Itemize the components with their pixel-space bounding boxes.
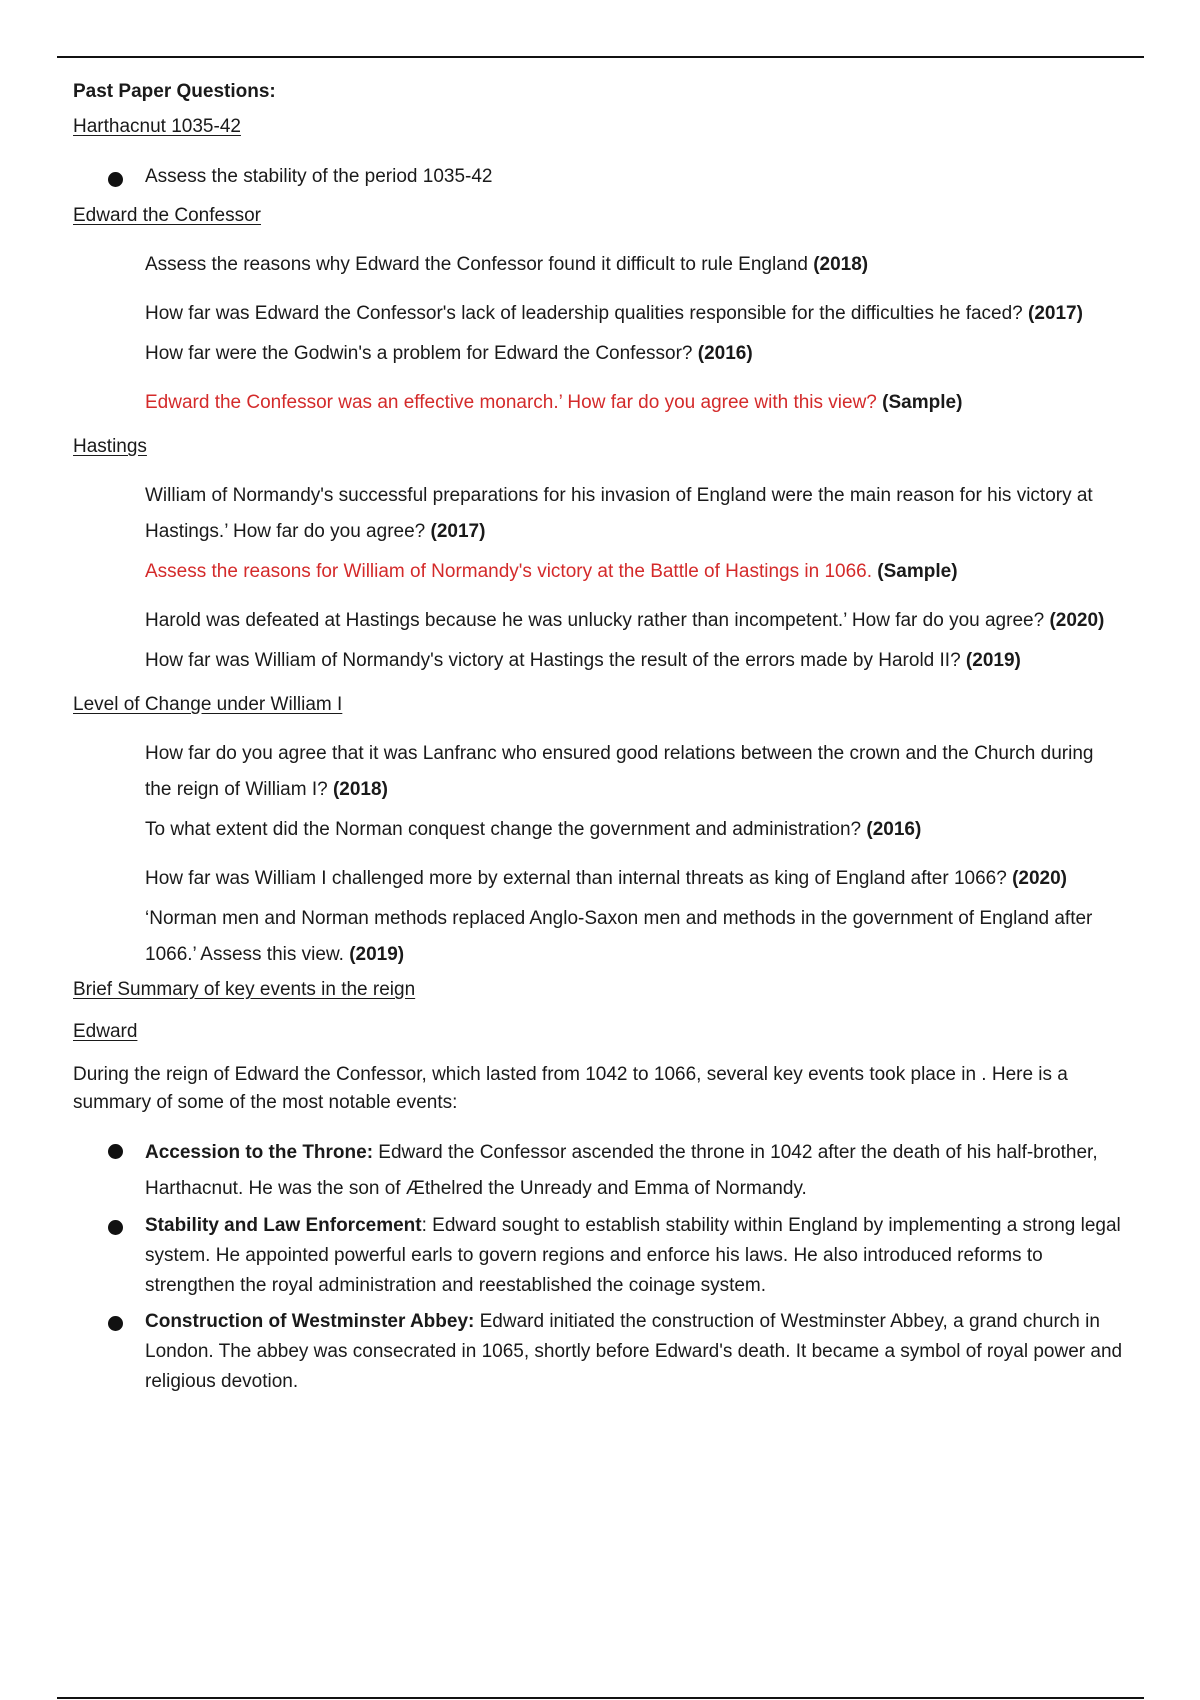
- question: Edward the Confessor was an effective monarch.’ How far do you agree with this view? (Sample): [145, 392, 963, 413]
- heading-harthacnut: Harthacnut 1035-42: [73, 116, 241, 137]
- list-item: Assess the stability of the period 1035-42: [145, 159, 1128, 195]
- question: How far was William of Normandy's victory at Hastings the result of the errors made by Harold II? (2019): [145, 650, 1021, 671]
- question: William of Normandy's successful preparations for his invasion of England were the main reason for his victory at Hastings.’ How far do you agree? (2017): [145, 485, 1093, 542]
- question: How far was William I challenged more by external than internal threats as king of England after 1066? (2020): [145, 868, 1067, 889]
- question: Harold was defeated at Hastings because he was unlucky rather than incompetent.’ How far do you agree? (2020): [145, 610, 1105, 631]
- bullet-icon: [108, 1316, 123, 1331]
- question: Assess the reasons why Edward the Confessor found it difficult to rule England (2018): [145, 254, 869, 275]
- bullet-icon: [108, 172, 123, 187]
- question: To what extent did the Norman conquest change the government and administration? (2016): [145, 819, 922, 840]
- bullet-icon: [108, 1220, 123, 1235]
- heading-brief-summary: Brief Summary of key events in the reign: [73, 979, 416, 1000]
- list-item: Stability and Law Enforcement: Edward sought to establish stability within England by implementing a strong legal system. He appointed powerful earls to govern regions and enforce his laws. He also introduced reforms to strengthen the royal administration and reestablished the coinage system.: [145, 1211, 1123, 1301]
- heading-level-of-change: Level of Change under William I: [73, 694, 343, 715]
- page-title: Past Paper Questions:: [73, 81, 276, 102]
- summary-intro: During the reign of Edward the Confessor, which lasted from 1042 to 1066, several key events took place in . Here is a summary of some of the most notable events:: [73, 1064, 1068, 1113]
- heading-hastings: Hastings: [73, 436, 147, 457]
- bottom-rule: [57, 1697, 1144, 1699]
- question: How far were the Godwin's a problem for Edward the Confessor? (2016): [145, 343, 753, 364]
- heading-edward-the-confessor: Edward the Confessor: [73, 205, 261, 226]
- heading-edward: Edward: [73, 1021, 138, 1042]
- question: Assess the reasons for William of Normandy's victory at the Battle of Hastings in 1066. (Sample): [145, 561, 958, 582]
- bullet-icon: [108, 1144, 123, 1159]
- question: How far was Edward the Confessor's lack of leadership qualities responsible for the difficulties he faced? (2017): [145, 303, 1083, 324]
- top-rule: [57, 56, 1144, 58]
- list-item: Construction of Westminster Abbey: Edward initiated the construction of Westminster Abbey, a grand church in London. The abbey was consecrated in 1065, shortly before Edward's death. It became a symbol of royal power and religious devotion.: [145, 1307, 1123, 1397]
- question: ‘Norman men and Norman methods replaced Anglo-Saxon men and methods in the government of England after 1066.’ Assess this view. (2019): [145, 908, 1093, 965]
- document-page: [73, 70, 1138, 1397]
- list-item: Accession to the Throne: Edward the Confessor ascended the throne in 1042 after the death of his half-brother, Harthacnut. He was the son of Æthelred the Unready and Emma of Normandy.: [145, 1135, 1123, 1207]
- question: How far do you agree that it was Lanfranc who ensured good relations between the crown and the Church during the reign of William I? (2018): [145, 743, 1094, 800]
